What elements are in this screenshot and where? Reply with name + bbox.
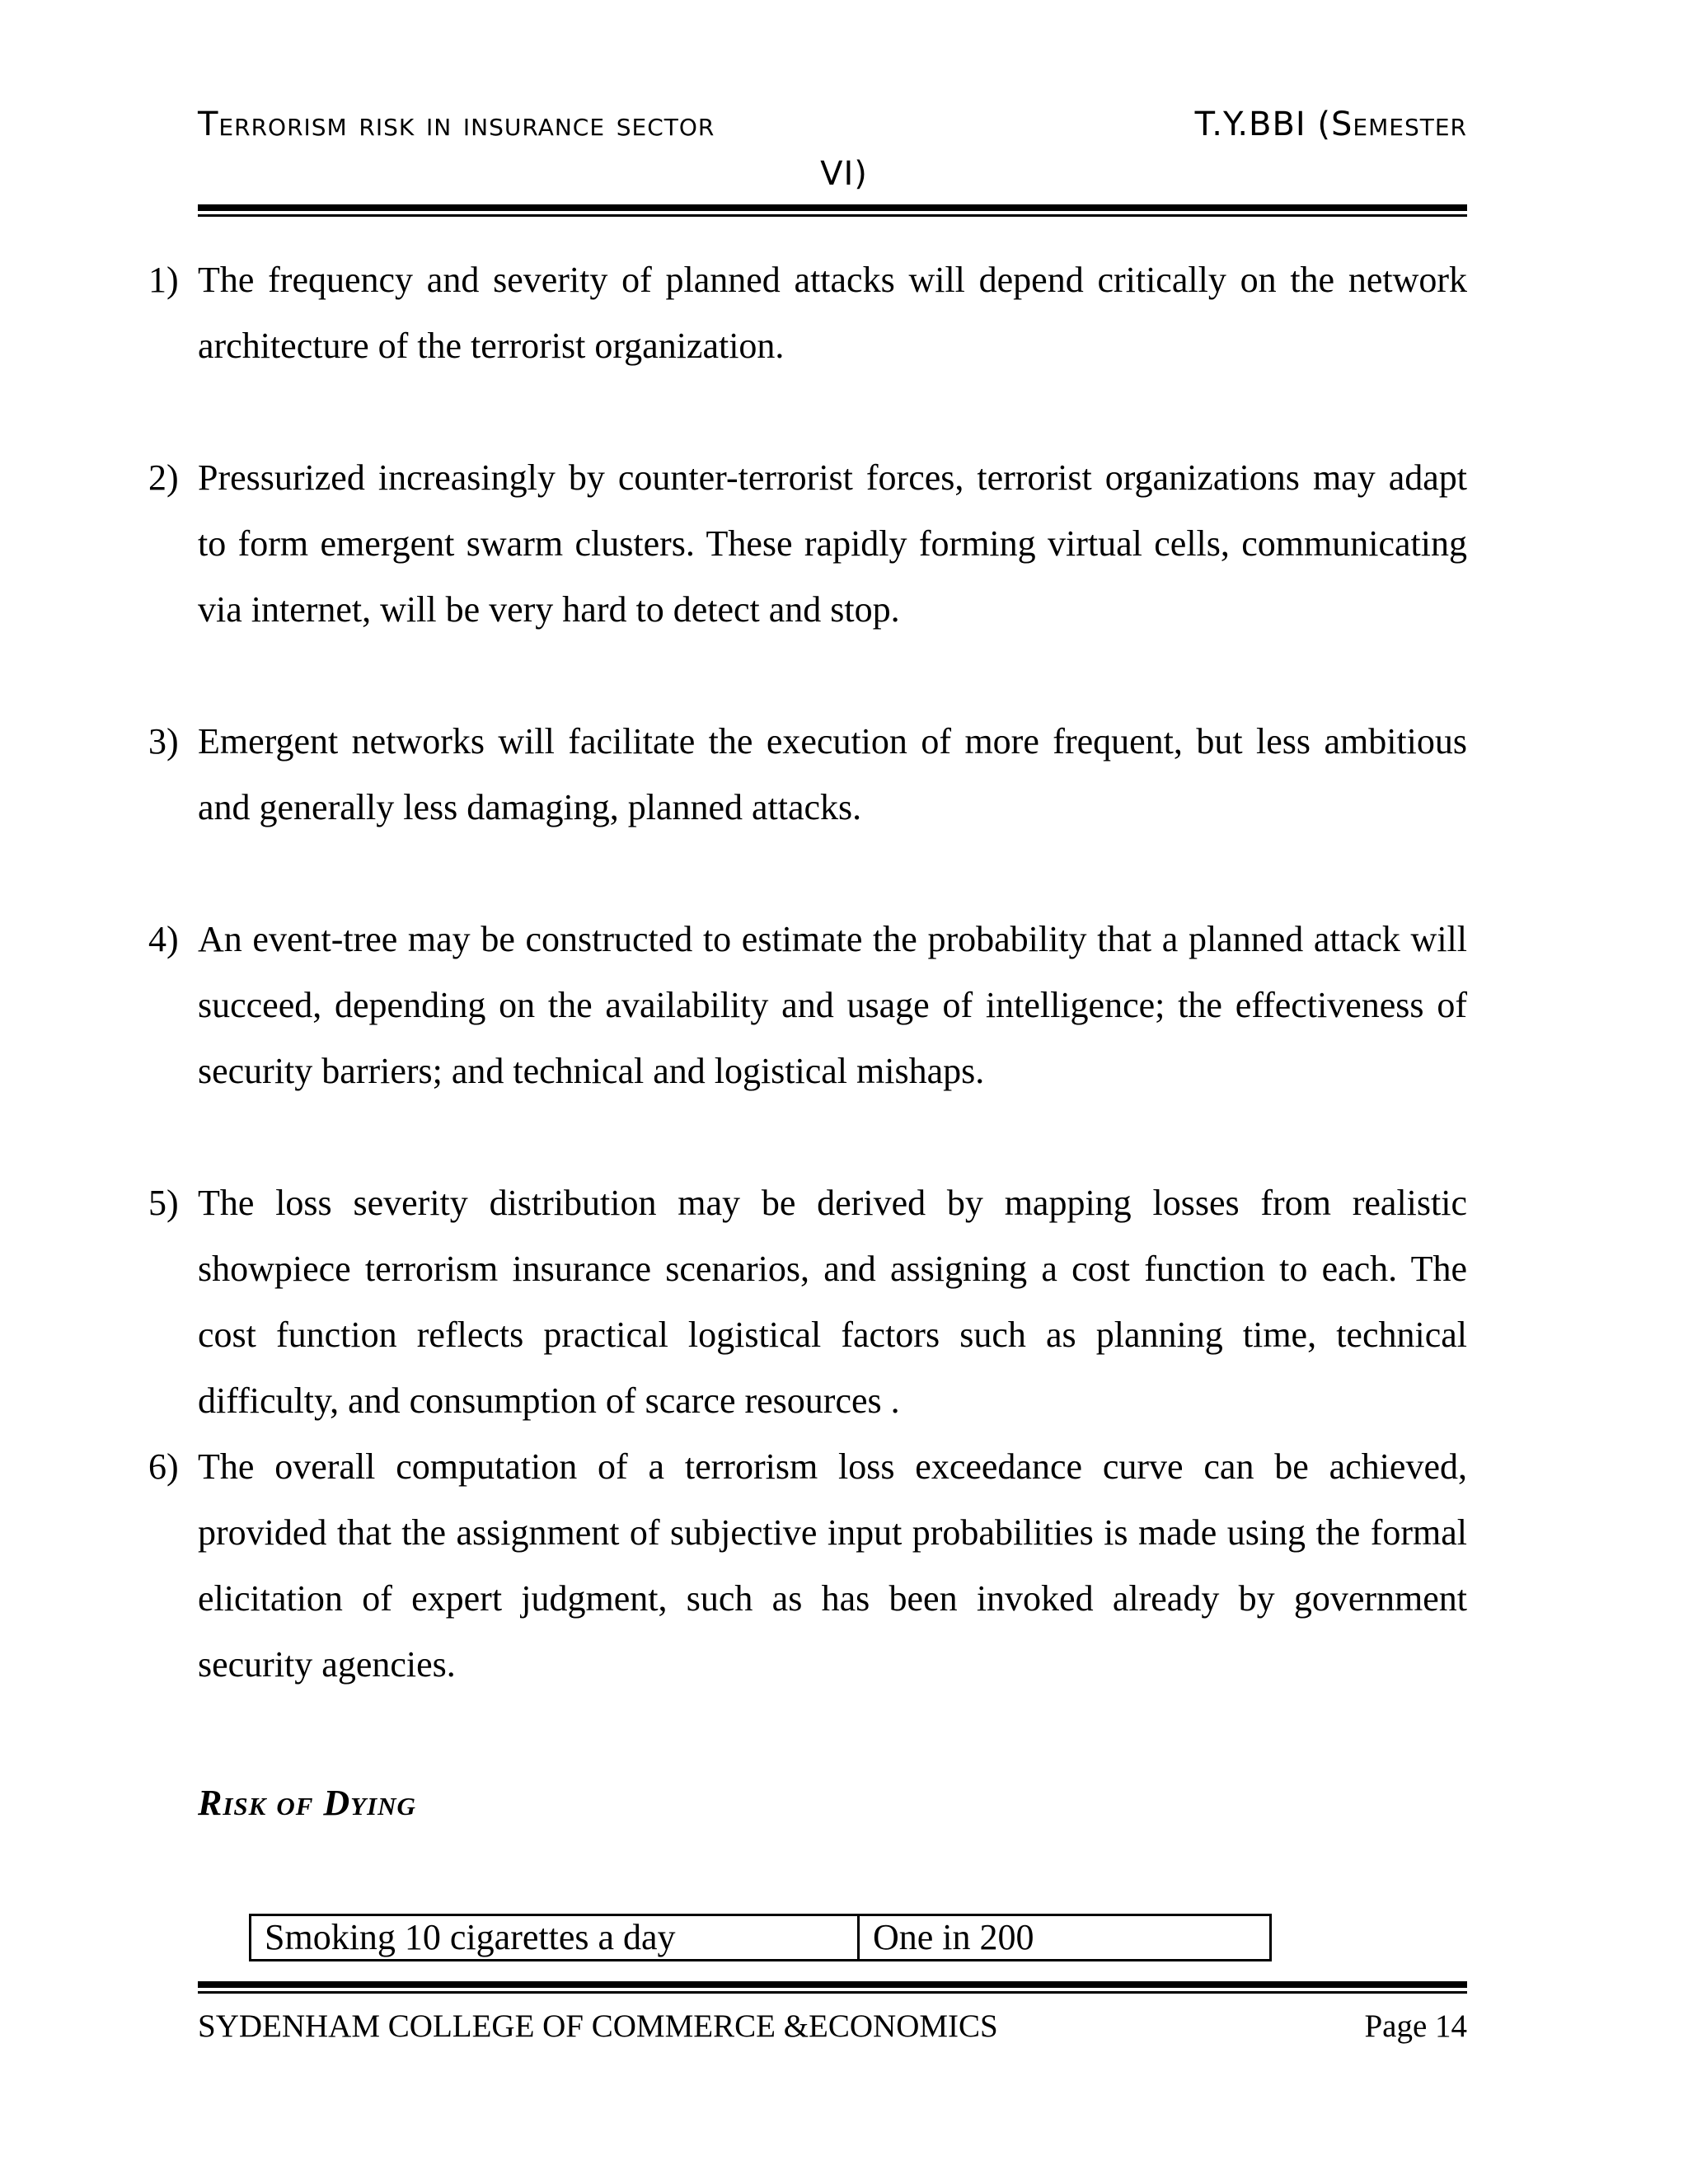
list-item xyxy=(148,907,1467,1104)
header-rule-thick xyxy=(198,204,1467,211)
numbered-list xyxy=(148,247,1467,1698)
table-row xyxy=(251,1915,1271,1961)
table-cell-activity: Smoking 10 cigarettes a day xyxy=(251,1915,859,1961)
list-item-text: Pressurized increasingly by counter-terrorist forces, terrorist organizations may adapt to form emergent swarm clusters. These rapidly forming virtual cells, communicating via internet, will be very hard to detect and stop. xyxy=(198,457,1467,630)
footer-college: SYDENHAM COLLEGE OF COMMERCE &ECONOMICS xyxy=(198,2008,998,2044)
list-item-text: An event-tree may be constructed to estimate the probability that a planned attack will succeed, depending on the availability and usage of intelligence; the effectiveness of security barriers; and technical and logistical mishaps. xyxy=(198,919,1467,1091)
header-rule-thin xyxy=(198,214,1467,217)
list-item-text: The frequency and severity of planned attacks will depend critically on the network architecture of the terrorist organization. xyxy=(198,260,1467,366)
list-item-number: 3) xyxy=(148,721,179,762)
list-item-number: 6) xyxy=(148,1446,179,1487)
list-item-number: 4) xyxy=(148,919,179,959)
footer-rule-thick xyxy=(198,1981,1467,1988)
footer-rule-thin xyxy=(198,1991,1467,1994)
header-course-continuation: VI) xyxy=(820,155,868,193)
header-title: Terrorism risk in insurance sector xyxy=(198,105,715,143)
table-cell-risk: One in 200 xyxy=(859,1915,1271,1961)
list-item-number: 1) xyxy=(148,260,179,300)
risk-table xyxy=(249,1914,1272,1961)
section-heading: Risk of Dying xyxy=(198,1783,416,1823)
list-item-text: The overall computation of a terrorism loss exceedance curve can be achieved, provided that the assignment of subjective input probabilities is made using the formal elicitation of expert judgment, such as has been invoked already by government security agencies. xyxy=(198,1446,1467,1685)
list-item xyxy=(148,1170,1467,1434)
list-item-number: 2) xyxy=(148,457,179,498)
list-item xyxy=(148,709,1467,841)
page-number: Page 14 xyxy=(1364,2008,1467,2044)
list-item xyxy=(148,1434,1467,1698)
list-item xyxy=(148,445,1467,643)
header-course: T.Y.BBI (Semester xyxy=(1194,105,1467,143)
list-item-text: The loss severity distribution may be derived by mapping losses from realistic showpiece terrorism insurance scenarios, and assigning a cost function to each. The cost function reflects practical logistical factors such as planning time, technical difficulty, and consumption of scarce resources . xyxy=(198,1183,1467,1421)
list-item-text: Emergent networks will facilitate the execution of more frequent, but less ambitious and generally less damaging, planned attacks. xyxy=(198,721,1467,827)
list-item-number: 5) xyxy=(148,1183,179,1223)
list-item xyxy=(148,247,1467,379)
